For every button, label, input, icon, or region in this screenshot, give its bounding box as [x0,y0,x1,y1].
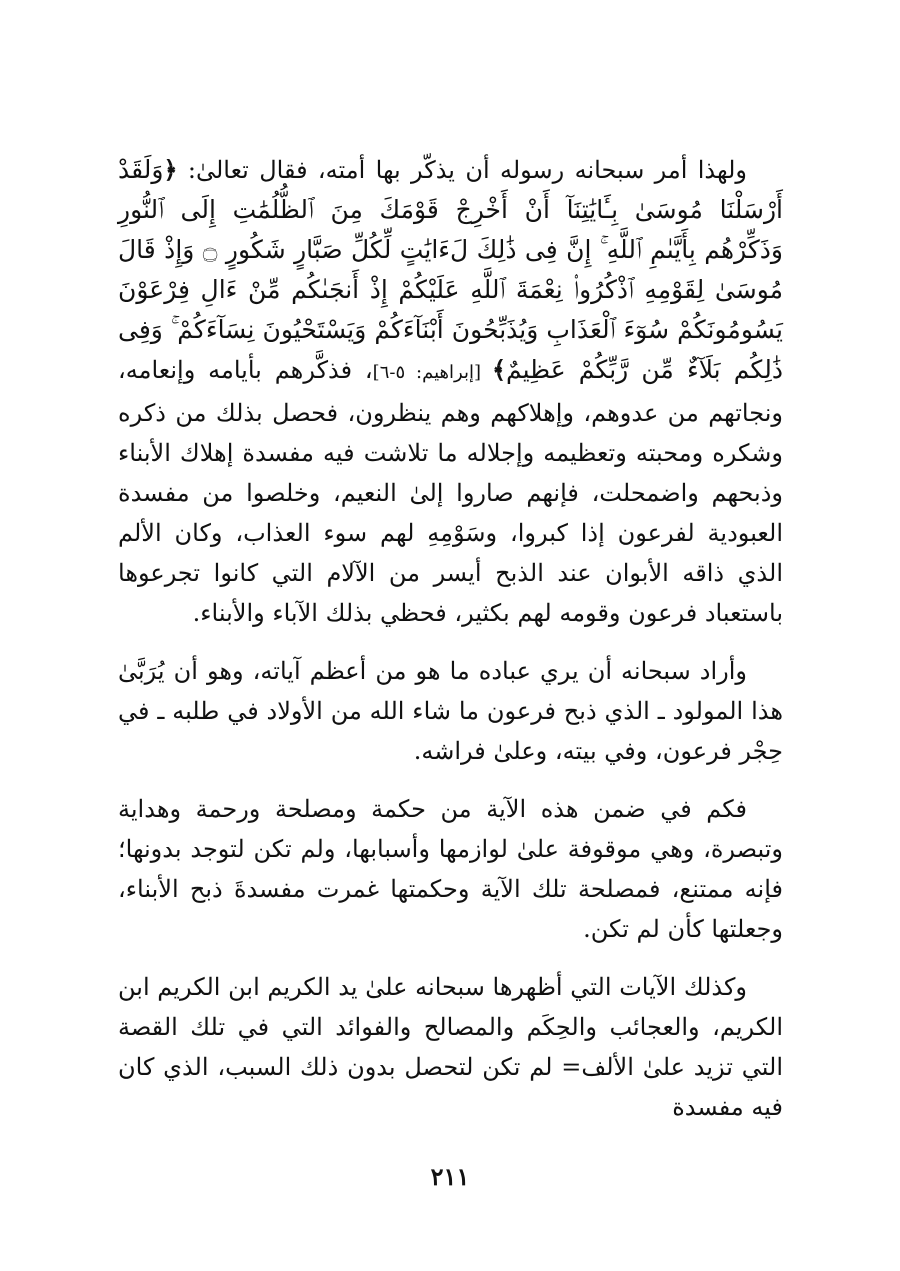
paragraph-1-rest: ، فذكَّرهم بأيامه وإنعامه، ونجاتهم من عدوهم، وإهلاكهم وهم ينظرون، فحصل بذلك من ذكره وشكره ومحبته وتعظيمه وإجلاله ما تلاشت فيه مفسدة إهلاك الأبناء وذبحهم واضمحلت، فإنهم صاروا إلىٰ النعيم، وخلصوا من مفسدة العبودية لفرعون إذا كبروا، وسَوْمِهِ لهم سوء العذاب، وكان الألم الذي ذاقه الأبوان عند الذبح أيسر من الآلام التي كانوا تجرعوها باستعباد فرعون وقومه لهم بكثير، فحظي بذلك الآباء والأبناء. [118,356,783,627]
quran-verse: وَلَقَدْ أَرْسَلْنَا مُوسَىٰ بِـَٔايَٰتِنَآ أَنْ أَخْرِجْ قَوْمَكَ مِنَ ٱلظُّلُمَٰتِ إِلَى ٱلنُّورِ وَذَكِّرْهُم بِأَيَّىٰمِ ٱللَّهِ ۚ إِنَّ فِى ذَٰلِكَ لَءَايَٰتٍ لِّكُلِّ صَبَّارٍ شَكُورٍ ۝ وَإِذْ قَالَ مُوسَىٰ لِقَوْمِهِ ٱذْكُرُوا۟ نِعْمَةَ ٱللَّهِ عَلَيْكُمْ إِذْ أَنجَىٰكُم مِّنْ ءَالِ فِرْعَوْنَ يَسُومُونَكُمْ سُوٓءَ ٱلْعَذَابِ وَيُذَبِّحُونَ أَبْنَآءَكُمْ وَيَسْتَحْيُونَ نِسَآءَكُمْ ۚ وَفِى ذَٰلِكُم بَلَآءٌ مِّن رَّبِّكُمْ عَظِيمٌ [118,155,784,384]
paragraph-1-intro: ولهذا أمر سبحانه رسوله أن يذكّر بها أمته، فقال تعالىٰ: [177,156,747,184]
page-number: ٢١١ [430,1162,470,1191]
quran-open-bracket: ﴿ [163,155,178,184]
page-body [118,150,783,1127]
paragraph-3: فكم في ضمن هذه الآية من حكمة ومصلحة ورحمة وهداية وتبصرة، وهي موقوفة علىٰ لوازمها وأسبابها، ولم تكن لتوجد بدونها؛ فإنه ممتنع، فمصلحة تلك الآية وحكمتها غمرت مفسدةَ ذبح الأبناء، وجعلتها كأن لم تكن. [118,795,783,943]
paragraph-2: وأراد سبحانه أن يري عباده ما هو من أعظم آياته، وهو أن يُرَبَّىٰ هذا المولود ـ الذي ذبح فرعون ما شاء الله من الأولاد في طلبه ـ في حِجْر فرعون، وفي بيته، وعلىٰ فراشه. [118,657,783,765]
quran-close-bracket: ﴾ [491,355,506,384]
paragraph-4: وكذلك الآيات التي أظهرها سبحانه علىٰ يد الكريم ابن الكريم ابن الكريم، والعجائب والحِكَم والمصالح والفوائد التي في تلك القصة التي تزيد علىٰ الألف= لم تكن لتحصل بدون ذلك السبب، الذي كان فيه مفسدة [118,973,783,1121]
verse-reference: [إبراهيم: ٥-٦] [372,362,492,383]
paragraph-1 [118,150,783,633]
